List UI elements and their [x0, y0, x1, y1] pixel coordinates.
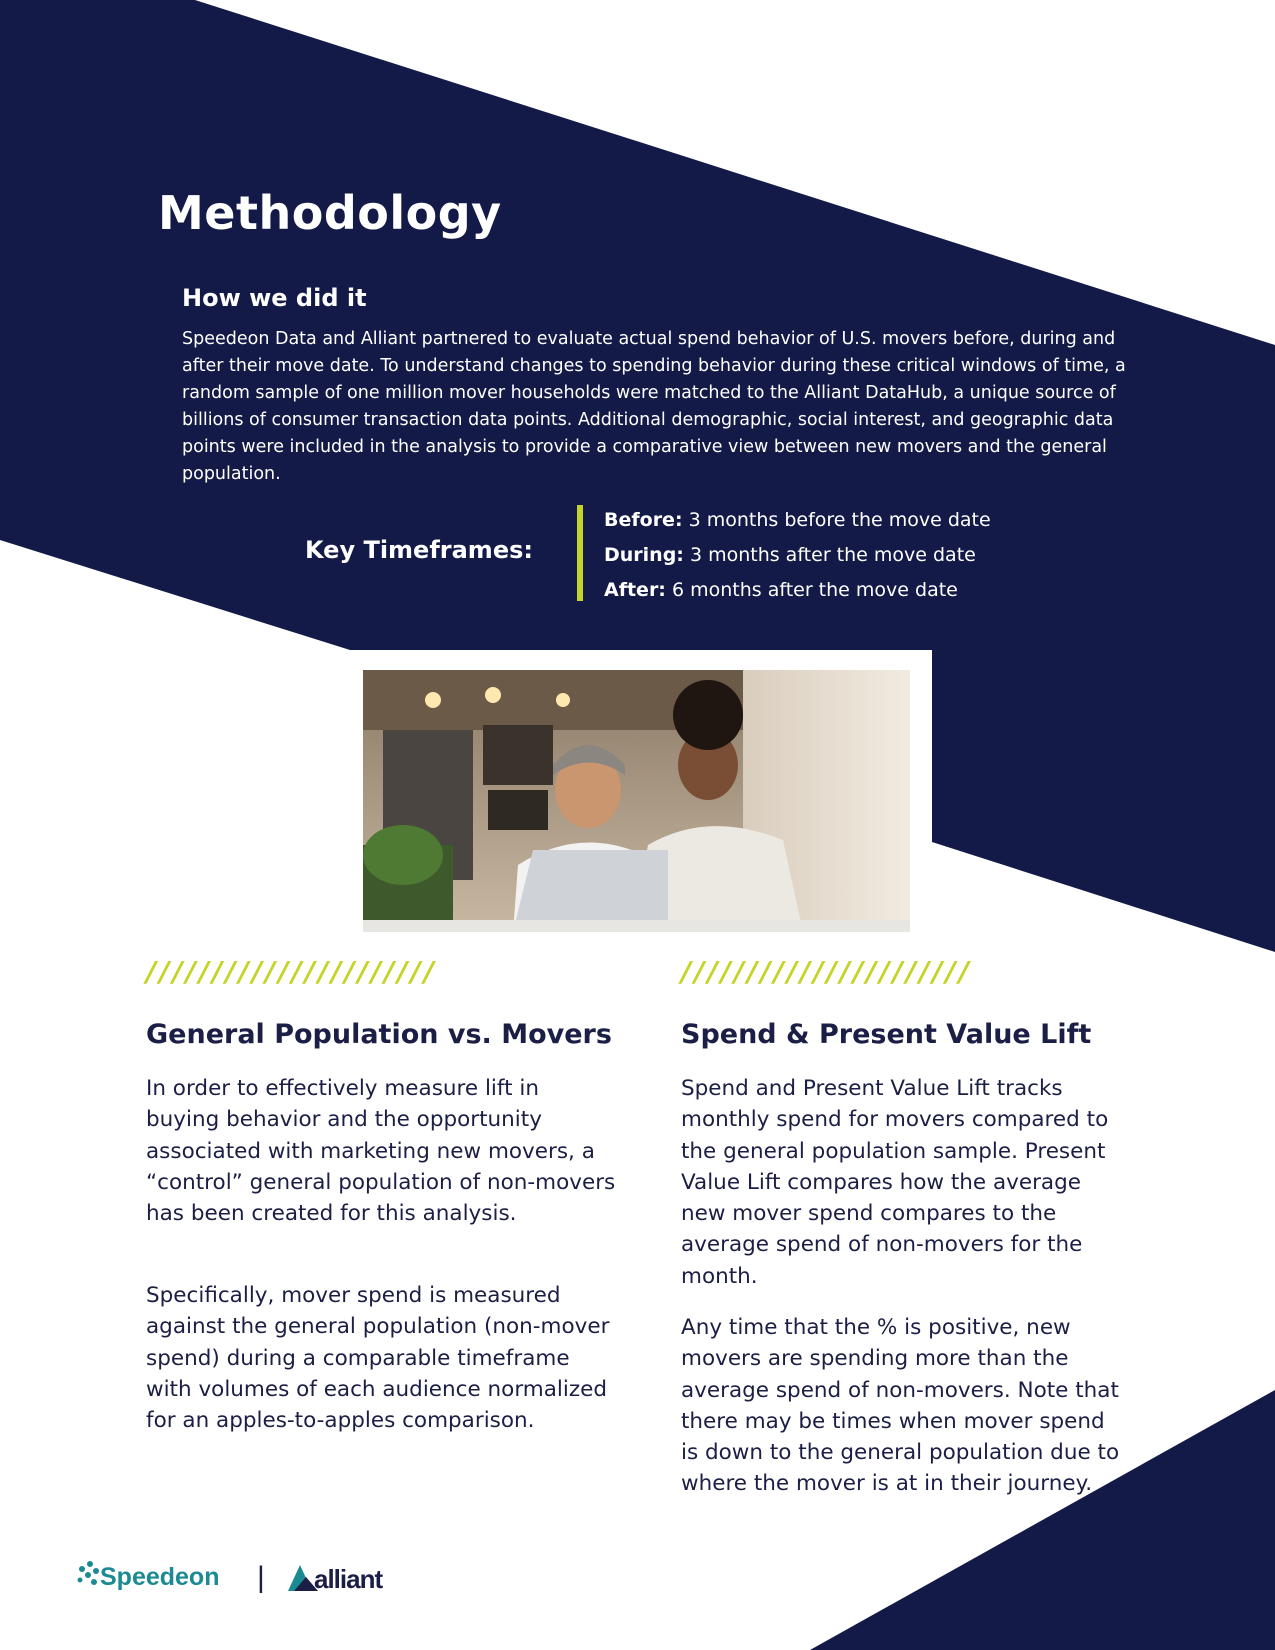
- timeframe-term: During:: [604, 544, 684, 566]
- key-timeframes-label: Key Timeframes:: [305, 536, 533, 564]
- logo-separator: |: [257, 1561, 265, 1594]
- column-paragraph: In order to effectively measure lift in buying behavior and the opportunity associated with marketing new movers, a “control” general population of non-movers has been created for this analysis.: [146, 1076, 616, 1227]
- timeframe-item: [604, 573, 991, 608]
- section-subtitle: How we did it: [182, 284, 367, 312]
- footer-logos: [74, 1555, 434, 1599]
- timeframe-item: [604, 538, 991, 573]
- intro-paragraph: Speedeon Data and Alliant partnered to evaluate actual spend behavior of U.S. movers before, during and after their move date. To understand changes to spending behavior during these critical windows of time, a random sample of one million mover households were matched to the Alliant DataHub, a unique source of billions of consumer transaction data points. Additional demographic, social interest, and geographic data points were included in the analysis to provide a comparative view between new movers and the general population.: [182, 329, 1126, 484]
- timeframes-list: [604, 503, 991, 608]
- column-heading-spend-lift: Spend & Present Value Lift: [681, 1019, 1092, 1050]
- accent-divider: [577, 505, 583, 601]
- photo-illustration: [363, 670, 910, 932]
- alliant-wordmark: alliant: [314, 1564, 383, 1594]
- timeframe-desc: 3 months before the move date: [682, 509, 991, 531]
- column-paragraph: Specifically, mover spend is measured against the general population (non-mover spend) during a comparable timeframe with volumes of each audience normalized for an apples-to-apples comparison.: [146, 1283, 610, 1434]
- timeframe-item: [604, 503, 991, 538]
- timeframe-desc: 3 months after the move date: [683, 544, 976, 566]
- column-paragraph: Spend and Present Value Lift tracks monthly spend for movers compared to the general population sample. Present Value Lift compares how the average new mover spend compares to the average spend of non-movers for the month.: [681, 1076, 1109, 1289]
- speedeon-wordmark: Speedeon: [100, 1563, 220, 1591]
- column-heading-general-population: General Population vs. Movers: [146, 1019, 612, 1050]
- column-paragraph: Any time that the % is positive, new movers are spending more than the average spend of non-movers. Note that there may be times when mover spend is down to the general population due to where the mover is at in their journey.: [681, 1315, 1120, 1497]
- timeframe-term: After:: [604, 579, 666, 601]
- timeframe-term: Before:: [604, 509, 683, 531]
- speedeon-logo: [74, 1555, 434, 1599]
- page-title: Methodology: [158, 186, 502, 240]
- timeframe-desc: 6 months after the move date: [665, 579, 958, 601]
- photo-couple-laptop: [363, 670, 910, 932]
- decorative-slashes-right: //////////////////////: [681, 955, 972, 988]
- decorative-slashes-left: //////////////////////: [146, 955, 437, 988]
